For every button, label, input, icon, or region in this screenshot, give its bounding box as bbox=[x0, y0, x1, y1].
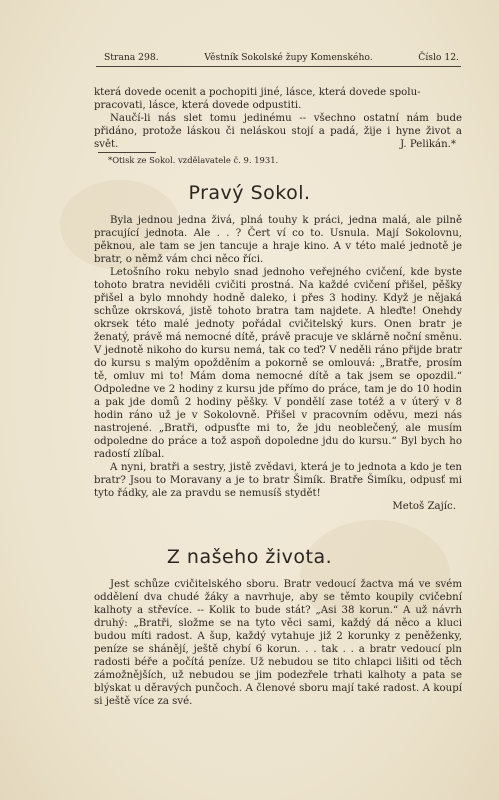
article-body bbox=[94, 578, 462, 708]
header-rule bbox=[96, 66, 461, 67]
signature: Metoš Zajíc. bbox=[392, 501, 456, 512]
page-number: Strana 298. bbox=[104, 52, 159, 63]
article-title: Pravý Sokol. bbox=[188, 182, 311, 204]
top-article bbox=[94, 86, 462, 167]
paragraph: Letošního roku nebylo snad jednoho veřejného cvičení, kde byste tohoto bratra neviděli cvičiti prostná. Na každé cvičení přišel, pěšky přišel a bylo mnohdy hodně daleko, i přes 3 hodiny. Když je nějaká schůze okrsková, jistě tohoto bratra tam najdete. A hleďte! Onehdy okrsek této malé jednoty pořádal cvičitelský kurs. Onen bratr je ženatý, právě má nemocné dítě, právě pracuje ve sklárně noční směnu. V jednotě nikoho do kursu nemá, tak co teď? V neděli ráno přijde bratr do kursu s malým opožděním a pokorně se omlouvá: „Bratře, prosím tě, omluv mi to! Mám doma nemocné dítě a tak jsem se opozdil.“ Odpoledne ve 2 hodiny z kursu jde přímo do práce, tam je do 10 hodin a pak jde domů 2 hodiny pěšky. V pondělí zase totéž a v úterý v 8 hodin ráno už je v Sokolovně. Přišel v pracovním oděvu, mezi nás nastrojené. „Bratři, odpusťte mi to, že jdu neoblečený, ale musím odpoledne do práce a tož aspoň dopoledne jdu do kursu.“ Byl bych ho radostí zlíbal. bbox=[94, 267, 462, 460]
running-header bbox=[104, 52, 459, 63]
journal-title: Věstník Sokolské župy Komenského. bbox=[204, 52, 373, 63]
text-line: pracovati, lásce, která dovede odpustiti. bbox=[94, 100, 302, 111]
text-line: která dovede ocenit a pochopiti jiné, lásce, která dovede spolu- bbox=[94, 87, 421, 98]
footnote: *Otisk ze Sokol. vzdělavatele č. 9. 1931. bbox=[108, 155, 279, 165]
signature: J. Pelikán.* bbox=[400, 139, 456, 150]
article-title: Z našeho života. bbox=[166, 546, 333, 568]
paragraph: A nyni, bratři a sestry, jistě zvědavi, která je to jednota a kdo je ten bratr? Jsou to Moravany a je to bratr Šimík. Bratře Šimíku, odpusť mi tyto řádky, ale za pravdu se nemusíš stydět! bbox=[94, 462, 462, 499]
paragraph: Naučí-li nás slet tomu jedinému -- všechno ostatní nám bude přidáno, protože láskou či neláskou stojí a padá, žije i hyne život a svět. bbox=[94, 113, 462, 150]
issue-number: Číslo 12. bbox=[418, 52, 459, 63]
paragraph: Byla jednou jedna živá, plná touhy k práci, jedna malá, ale pilně pracující jednota. Ale . . ? Čert ví co to. Usnula. Mají Sokolovnu, pěknou, ale tam se jen tancuje a hraje kino. A v této malé jednotě je bratr, o němž vám chci něco říci. bbox=[94, 215, 462, 265]
article-body bbox=[94, 214, 462, 513]
footnote-rule bbox=[98, 152, 156, 153]
paragraph: Jest schůze cvičitelského sboru. Bratr vedoucí žactva má ve svém oddělení dva chudé žáky a navrhuje, aby se těmto koupily cvičební kalhoty a střevíce. -- Kolik to bude stát? „Asi 38 korun.“ A už návrh druhý: „Bratři, složme se na tyto věci sami, každý dá něco a kluci budou míti radost. A šup, každý vytahuje již 2 korunky z peněženky, peníze se shánějí, ještě chybí 6 korun. . . tak . . a bratr vedoucí pln radosti béře a počítá peníze. Už nebudou se tito chlapci lišiti od těch zámožnějších, už nebudou se jim podezřele trhati kalhoty a pata se blýskat u děravých punčoch. A členové sboru mají také radost. A koupí si ještě více za své. bbox=[94, 579, 462, 707]
